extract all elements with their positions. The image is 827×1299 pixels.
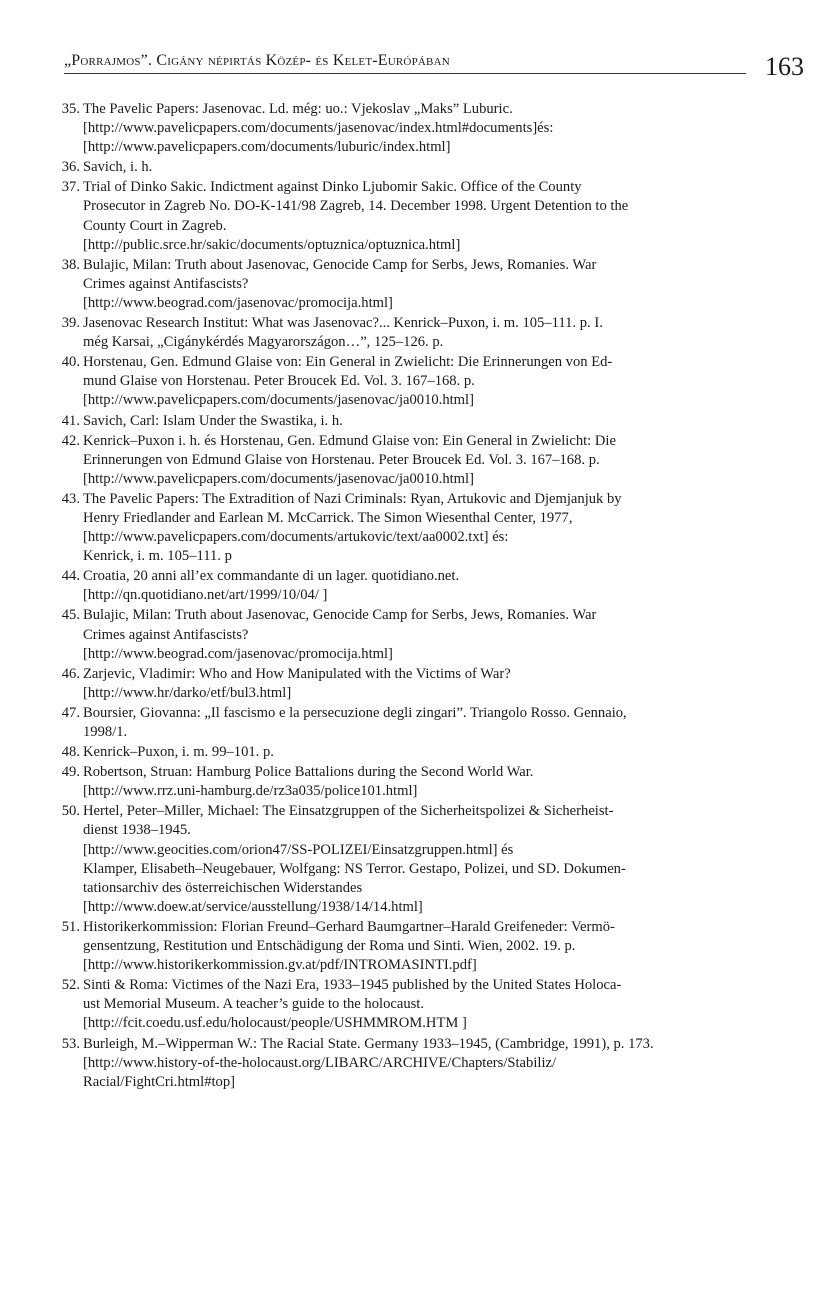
- endnotes-list: [61, 100, 801, 1093]
- endnote-line: [http://www.pavelicpapers.com/documents/jasenovac/ja0010.html]: [83, 392, 474, 409]
- endnote-line: Zarjevic, Vladimir: Who and How Manipulated with the Victims of War?: [83, 665, 511, 682]
- endnote-line: Croatia, 20 anni all’ex commandante di un lager. quotidiano.net.: [83, 568, 460, 585]
- endnote-line: Kenrick–Puxon i. h. és Horstenau, Gen. Edmund Glaise von: Ein General in Zwielicht: Die: [83, 432, 616, 449]
- endnote-line: Kenrick, i. m. 105–111. p: [83, 548, 232, 565]
- endnote-line: Savich, i. h.: [83, 159, 153, 176]
- endnote-line: Klamper, Elisabeth–Neugebauer, Wolfgang: NS Terror. Gestapo, Polizei, und SD. Dokumen-: [83, 860, 626, 877]
- endnote-line: [http://www.beograd.com/jasenovac/promocija.html]: [83, 645, 393, 662]
- endnote-number: 50.: [61, 803, 80, 820]
- endnote-item: [61, 314, 801, 352]
- header-rule: [64, 73, 746, 74]
- endnote-item: [61, 178, 801, 254]
- endnote-item: [61, 665, 801, 703]
- endnote-line: Crimes against Antifascists?: [83, 275, 249, 292]
- endnote-line: 1998/1.: [83, 724, 128, 740]
- endnote-number: 43.: [61, 490, 80, 507]
- endnote-line: Boursier, Giovanna: „Il fascismo e la persecuzione degli zingari”. Triangolo Rosso. Gennaio,: [83, 704, 627, 721]
- endnote-line: Hertel, Peter–Miller, Michael: The Einsatzgruppen of the Sicherheitspolizei & Sicherheist-: [83, 803, 614, 820]
- endnote-line: ust Memorial Museum. A teacher’s guide to the holocaust.: [83, 996, 424, 1013]
- endnote-number: 39.: [61, 315, 80, 332]
- endnote-line: Savich, Carl: Islam Under the Swastika, i. h.: [83, 412, 343, 429]
- endnote-line: tationsarchiv des österreichischen Widerstandes: [83, 879, 363, 896]
- endnote-number: 46.: [61, 665, 80, 682]
- endnote-number: 48.: [61, 744, 80, 761]
- endnote-line: [http://www.pavelicpapers.com/documents/jasenovac/ja0010.html]: [83, 470, 474, 487]
- endnote-line: [http://www.pavelicpapers.com/documents/artukovic/text/aa0002.txt] és:: [83, 529, 509, 546]
- endnote-number: 40.: [61, 354, 80, 371]
- endnote-line: Sinti & Roma: Victimes of the Nazi Era, 1933–1945 published by the United States Holoca-: [83, 977, 622, 994]
- page-number: 163: [765, 52, 804, 81]
- endnote-line: County Court in Zagreb.: [83, 217, 227, 234]
- endnote-line: Burleigh, M.–Wipperman W.: The Racial State. Germany 1933–1945, (Cambridge, 1991), p. 173.: [83, 1035, 654, 1052]
- endnote-line: Robertson, Struan: Hamburg Police Battalions during the Second World War.: [83, 764, 534, 781]
- endnote-line: Historikerkommission: Florian Freund–Gerhard Baumgartner–Harald Greifeneder: Vermö-: [83, 918, 615, 935]
- endnote-line: Trial of Dinko Sakic. Indictment against Dinko Ljubomir Sakic. Office of the County: [83, 179, 582, 196]
- endnote-number: 44.: [61, 568, 80, 585]
- endnote-line: Kenrick–Puxon, i. m. 99–101. p.: [83, 744, 274, 761]
- endnote-line: mund Glaise von Horstenau. Peter Broucek Ed. Vol. 3. 167–168. p.: [83, 373, 475, 390]
- endnote-line: Bulajic, Milan: Truth about Jasenovac, Genocide Camp for Serbs, Jews, Romanies. War: [83, 607, 597, 624]
- endnote-item: [61, 606, 801, 663]
- endnote-number: 49.: [61, 764, 80, 781]
- endnote-line: [http://www.doew.at/service/ausstellung/1938/14/14.html]: [83, 898, 423, 915]
- endnote-line: még Karsai, „Cigánykérdés Magyarországon…”, 125–126. p.: [83, 334, 444, 351]
- endnote-item: [61, 743, 801, 762]
- endnote-line: [http://fcit.coedu.usf.edu/holocaust/people/USHMMROM.HTM ]: [83, 1015, 467, 1032]
- endnote-line: Henry Friedlander and Earlean M. McCarrick. The Simon Wiesenthal Center, 1977,: [83, 509, 573, 526]
- endnote-item: [61, 490, 801, 566]
- endnote-line: Erinnerungen von Edmund Glaise von Horstenau. Peter Broucek Ed. Vol. 3. 167–168. p.: [83, 451, 600, 468]
- endnote-item: [61, 100, 801, 157]
- endnote-line: [http://www.rrz.uni-hamburg.de/rz3a035/police101.html]: [83, 783, 418, 800]
- endnote-item: [61, 1035, 801, 1092]
- endnote-item: [61, 763, 801, 801]
- running-head: „Porrajmos”. Cigány népirtás Közép- és Kelet-Európában: [64, 52, 450, 69]
- endnote-number: 41.: [61, 412, 80, 429]
- endnote-line: [http://www.pavelicpapers.com/documents/luburic/index.html]: [83, 139, 451, 156]
- endnote-line: dienst 1938–1945.: [83, 822, 191, 839]
- endnote-line: [http://www.history-of-the-holocaust.org/LIBARC/ARCHIVE/Chapters/Stabiliz/: [83, 1054, 557, 1071]
- endnote-item: [61, 256, 801, 313]
- endnote-item: [61, 918, 801, 975]
- endnote-line: [http://www.geocities.com/orion47/SS-POLIZEI/Einsatzgruppen.html] és: [83, 841, 514, 858]
- endnote-item: [61, 704, 801, 742]
- endnote-item: [61, 802, 801, 917]
- endnote-line: Jasenovac Research Institut: What was Jasenovac?... Kenrick–Puxon, i. m. 105–111. p. I.: [83, 315, 603, 332]
- endnote-line: [http://www.historikerkommission.gv.at/pdf/INTROMASINTI.pdf]: [83, 957, 477, 974]
- endnote-line: Prosecutor in Zagreb No. DO-K-141/98 Zagreb, 14. December 1998. Urgent Detention to the: [83, 198, 629, 215]
- endnote-item: [61, 158, 801, 177]
- endnote-item: [61, 353, 801, 410]
- endnote-item: [61, 432, 801, 489]
- endnote-line: [http://www.beograd.com/jasenovac/promocija.html]: [83, 294, 393, 311]
- endnote-number: 35.: [61, 101, 80, 117]
- endnote-line: Bulajic, Milan: Truth about Jasenovac, Genocide Camp for Serbs, Jews, Romanies. War: [83, 256, 597, 273]
- endnote-number: 52.: [61, 977, 80, 994]
- endnote-number: 36.: [61, 159, 80, 176]
- endnote-item: [61, 976, 801, 1033]
- endnote-line: [http://qn.quotidiano.net/art/1999/10/04/ ]: [83, 587, 328, 604]
- endnote-line: [http://public.srce.hr/sakic/documents/optuznica/optuznica.html]: [83, 236, 461, 253]
- endnote-line: [http://www.pavelicpapers.com/documents/jasenovac/index.html#documents]és:: [83, 120, 554, 137]
- endnote-number: 38.: [61, 256, 80, 273]
- endnote-number: 51.: [61, 918, 80, 935]
- page-header: [64, 46, 806, 80]
- endnote-line: The Pavelic Papers: Jasenovac. Ld. még: uo.: Vjekoslav „Maks” Luburic.: [83, 101, 513, 117]
- endnote-number: 37.: [61, 179, 80, 196]
- endnote-number: 42.: [61, 432, 80, 449]
- endnote-line: Crimes against Antifascists?: [83, 626, 249, 643]
- endnote-line: The Pavelic Papers: The Extradition of Nazi Criminals: Ryan, Artukovic and Djemjanjuk by: [83, 490, 622, 507]
- endnote-number: 47.: [61, 704, 80, 721]
- endnote-item: [61, 412, 801, 431]
- endnote-number: 53.: [61, 1035, 80, 1052]
- endnote-number: 45.: [61, 607, 80, 624]
- endnote-line: gensentzung, Restitution und Entschädigung der Roma und Sinti. Wien, 2002. 19. p.: [83, 938, 576, 955]
- endnote-item: [61, 567, 801, 605]
- endnote-line: Horstenau, Gen. Edmund Glaise von: Ein General in Zwielicht: Die Erinnerungen von Ed-: [83, 354, 613, 371]
- endnote-line: Racial/FightCri.html#top]: [83, 1073, 236, 1090]
- endnote-line: [http://www.hr/darko/etf/bul3.html]: [83, 684, 292, 701]
